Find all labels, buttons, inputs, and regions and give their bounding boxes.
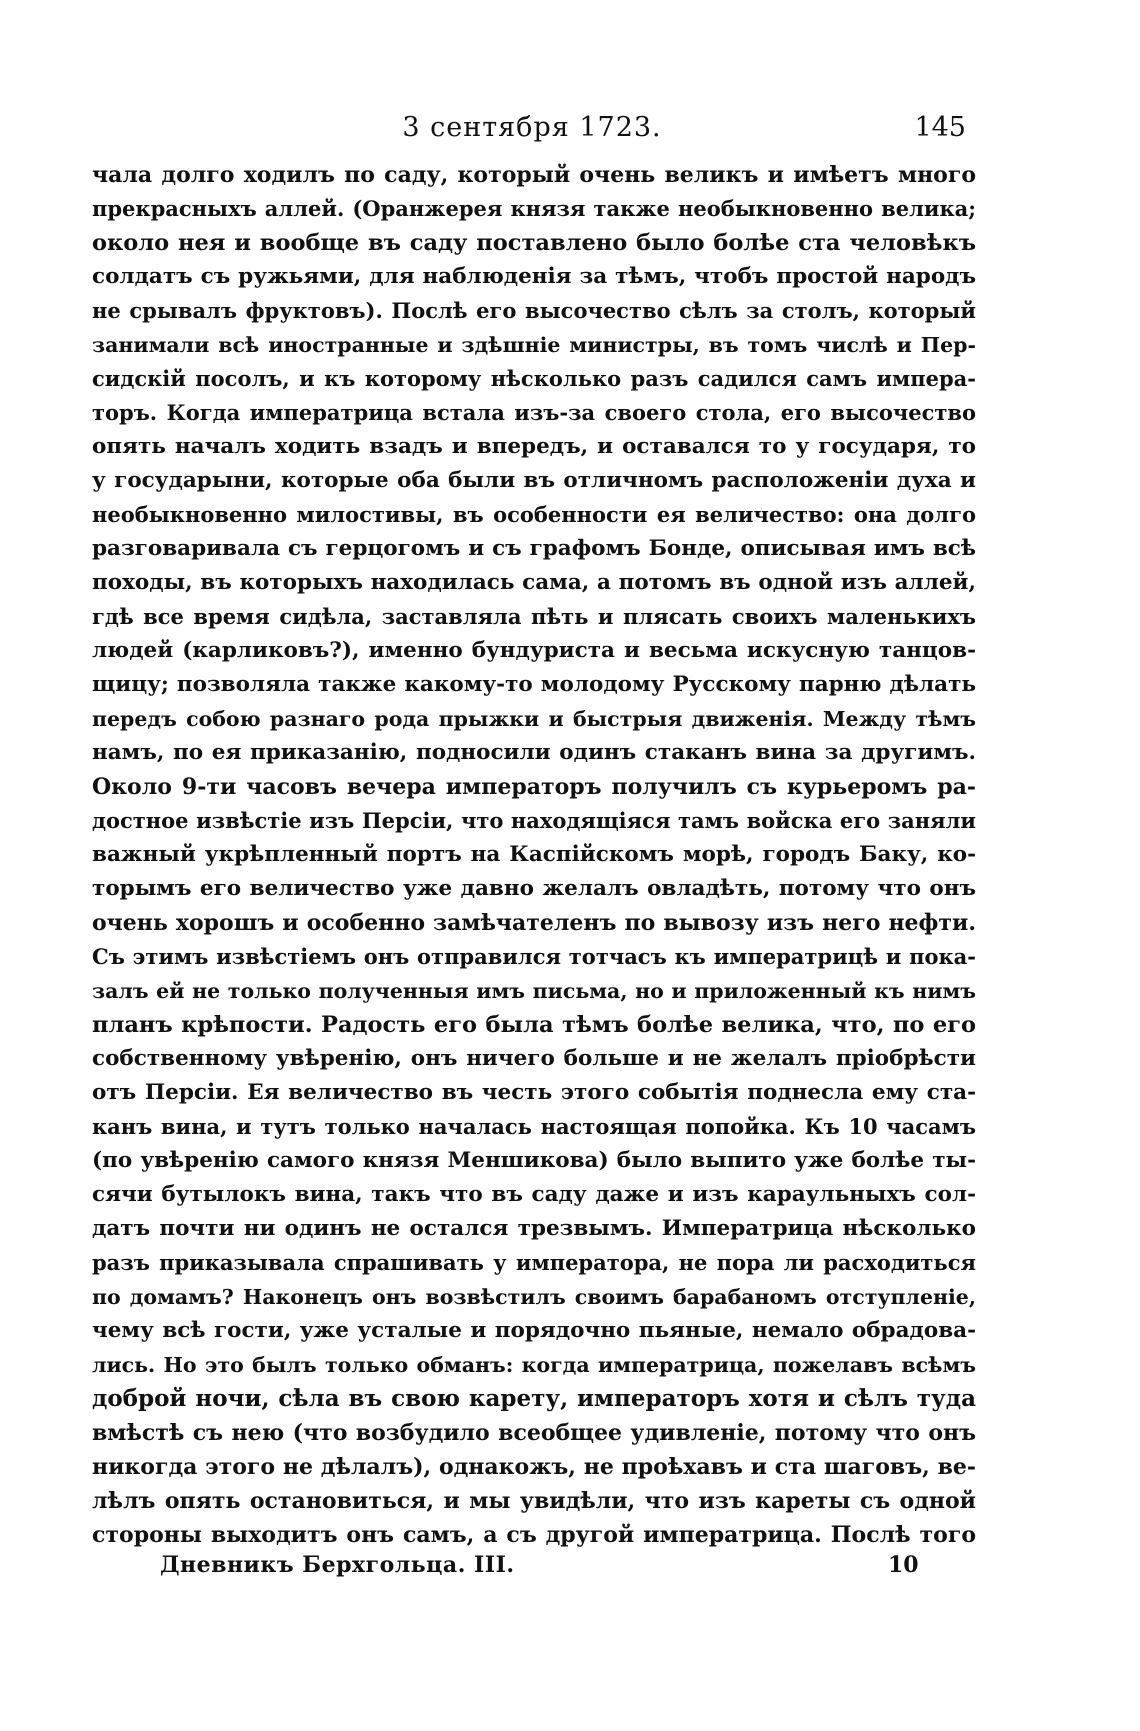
text-line: вмѣстѣ съ нею (что возбудило всеобщее удивленіе, потому что онъ [92,1420,976,1446]
text-line: сячи бутылокъ вина, такъ что въ саду даже и изъ караульныхъ сол- [92,1182,976,1207]
text-line: по домамъ? Наконецъ онъ возвѣстилъ своимъ барабаномъ отступленіе, [92,1285,976,1309]
text-line: разъ приказывала спрашивать у императора, не пора ли расходиться [92,1250,976,1275]
text-line: залъ ей не только полученныя имъ письма, но и приложенный къ нимъ [92,979,976,1003]
text-line: Съ этимъ извѣстіемъ онъ отправился тотчасъ къ императрицѣ и пока- [92,944,976,969]
text-line: доброй ночи, сѣла въ свою карету, императоръ хотя и сѣлъ туда [92,1385,976,1412]
text-line: намъ, по ея приказанію, подносили одинъ стаканъ вина за другимъ. [92,740,976,765]
text-line: лѣлъ опять остановиться, и мы увидѣли, что изъ кареты съ одной [92,1488,976,1514]
text-line: торъ. Когда императрица встала изъ-за своего стола, его высочество [92,400,976,425]
text-line: Около 9-ти часовъ вечера императоръ получилъ съ курьеромъ ра- [92,774,976,800]
text-line: датъ почти ни одинъ не остался трезвымъ. Императрица нѣсколько [92,1216,976,1241]
text-line: никогда этого не дѣлалъ), однакожъ, не проѣхавъ и ста шаговъ, ве- [92,1454,976,1480]
text-line: важный укрѣпленный портъ на Каспійскомъ морѣ, городъ Баку, ко- [92,842,976,867]
text-line: прекрасныхъ аллей. (Оранжерея князя также необыкновенно велика; [92,196,976,221]
text-line: планъ крѣпости. Радость его была тѣмъ болѣе велика, что, по его [92,1012,976,1038]
text-line: гдѣ все время сидѣла, заставляла пѣть и плясать своихъ маленькихъ [92,604,976,629]
text-line: передъ собою разнаго рода прыжки и быстрыя движенія. Между тѣмъ [92,707,976,731]
body-text [92,158,976,1552]
text-line: торымъ его величество уже давно желалъ овладѣть, потому что онъ [92,876,976,901]
page-header [92,108,972,148]
text-line: стороны выходитъ онъ самъ, а съ другой императрица. Послѣ того [92,1522,976,1548]
text-line: чала долго ходилъ по саду, который очень великъ и имѣетъ много [92,162,976,188]
text-line: у государыни, которые оба были въ отличномъ расположеніи духа и [92,468,976,493]
text-line: около нея и вообще въ саду поставлено было болѣе ста человѣкъ [92,230,976,256]
text-line: лись. Но это былъ только обманъ: когда императрица, пожелавъ всѣмъ [92,1353,976,1377]
text-line: разговаривала съ герцогомъ и съ графомъ Бонде, описывая имъ всѣ [92,536,976,561]
text-line: очень хорошъ и особенно замѣчателенъ по вывозу изъ него нефти. [92,910,976,936]
text-line: (по увѣренію самого князя Меншикова) было выпито уже болѣе ты- [92,1148,976,1173]
running-title: 3 сентября 1723. [402,112,662,143]
text-line: собственному увѣренію, онъ ничего больше и не желалъ пріобрѣсти [92,1046,976,1071]
text-line: необыкновенно милостивы, въ особенности ея величество: она долго [92,502,976,527]
text-line: людей (карликовъ?), именно бундуриста и весьма искусную танцов- [92,638,976,663]
text-line: щицу; позволяла также какому-то молодому Русскому парню дѣлать [92,672,976,697]
text-line: опять началъ ходить взадъ и впередъ, и оставался то у государя, то [92,434,976,459]
text-line: не срывалъ фруктовъ). Послѣ его высочество сѣлъ за столъ, который [92,298,976,323]
text-line: солдатъ съ ружьями, для наблюденія за тѣмъ, чтобъ простой народъ [92,264,976,289]
text-line: достное извѣстіе изъ Персіи, что находящіяся тамъ войска его заняли [92,808,976,833]
signature-mark: 10 [888,1552,919,1578]
text-line: канъ вина, и тутъ только началась настоящая попойка. Къ 10 часамъ [92,1114,976,1139]
footer-book-title: Дневникъ Берхгольца. III. [160,1552,515,1578]
text-line: походы, въ которыхъ находилась сама, а потомъ въ одной изъ аллей, [92,570,976,595]
page-number: 145 [914,112,966,143]
text-line: отъ Персіи. Ея величество въ честь этого событія поднесла ему ста- [92,1080,976,1105]
text-line: чему всѣ гости, уже усталые и порядочно пьяные, немало обрадова- [92,1318,976,1343]
text-line: сидскій посолъ, и къ которому нѣсколько разъ садился самъ импера- [92,366,976,391]
page-footer [160,1548,920,1582]
text-line: занимали всѣ иностранные и здѣшніе министры, въ томъ числѣ и Пер- [92,333,976,357]
